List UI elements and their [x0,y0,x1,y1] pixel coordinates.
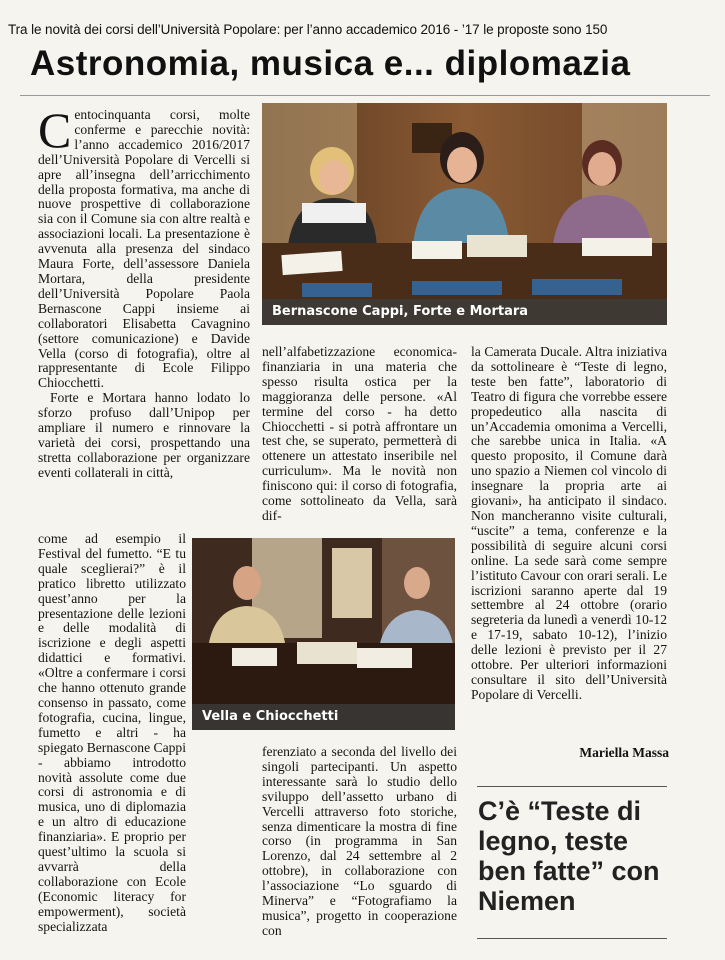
photo-top-caption: Bernascone Cappi, Forte e Mortara [262,299,667,325]
photo-top-image [262,103,667,325]
article-paragraph: nell’alfabetizzazione economica-finanziaria in una materia che spesso risulta ostica per la maggioranza delle persone. «Al termine del corso - ha detto Chiocchetti - si potrà affrontare un test che, se superato, permetterà di ottenere un attestato inseribile nel curriculum». Ma le novità non finiscono qui: il corso di fotografia, come sottolineato da Vella, sarà dif- [262,345,457,523]
photo-top [262,103,667,325]
pull-quote-rule-top [477,786,667,787]
photo-bottom [192,538,455,730]
article-paragraph: ferenziato a seconda del livello dei singoli partecipanti. Un aspetto interessante sarà lo studio dello sviluppo dell’assetto urbano di Vercelli attraverso foto storiche, senza dimenticare la mostra di fine corso (in programma in San Lorenzo, dal 24 settembre al 2 ottobre), in collaborazione con l’associazione “Lo sguardo di Minerva” e “Fotografiamo la musica”, progetto in cooperazione con [262,745,457,938]
article-paragraph: la Camerata Ducale. Altra iniziativa da sottolineare è “Teste di legno, teste ben fatte”, laboratorio di Teatro di figura che vorrebbe essere propedeutico alla nascita di un’Accademia omonima a Vercelli, che sarebbe unica in Italia. «A questo proposito, il Comune darà uno spazio a Niemen col vincolo di insegnare la propria arte ai giovani», ha anticipato il sindaco. Non mancheranno visite culturali, “uscite” a tema, conferenze e la possibilità di seguire alcuni corsi online. La sede sarà come sempre l’istituto Cavour con orari serali. Le iscrizioni saranno aperte dal 19 settembre al 24 ottobre (orario segreteria da lunedì a venerdì 10-12 e 17-19, sabato 10-12), l’inizio delle lezioni è previsto per il 27 ottobre. Per ulteriori informazioni consultare il sito dell’Università Popolare di Vercelli. [471,345,667,702]
article-paragraph: Forte e Mortara hanno lodato lo sforzo profuso dall’Unipop per ampliare il numero e rinnovare la varietà dei corsi, prospettando una stretta collaborazione per organizzare eventi collaterali in città, [38,390,250,480]
drop-cap: C [38,108,72,158]
headline: Astronomia, musica e... diplomazia [30,44,631,83]
photo-bottom-caption: Vella e Chiocchetti [192,704,455,730]
pull-quote-rule-bottom [477,938,667,939]
article-column-1 [38,108,250,528]
lead-text: entocinquanta corsi, molte conferme e parecchie novità: l’anno accademico 2016/2017 dell’Università Popolare di Vercelli si apre all’insegna dell’arricchimento della proposta formativa, ma anche di nuove prospettive di collaborazione sia con il Comune sia con altre realtà e associazioni locali. La presentazione è avvenuta alla presenza del sindaco Maura Forte, dell’assessore Daniela Mortara, della presidente dell’Università Popolare Paola Bernascone Cappi insieme ai collaboratori Elisabetta Cavagnino (settore comunicazione) e Davide Vella (corso di fotografia), oltre al rappresentante di Ecole Filippo Chiocchetti. [38,108,250,391]
article-paragraph: come ad esempio il Festival del fumetto. “E tu quale sceglierai?” è il pratico libretto utilizzato quest’anno per la presentazione delle lezioni e delle modalità di iscrizione e degli aspetti didattici e formativi. «Oltre a confermare i corsi che hanno ottenuto grande consenso in passato, come fotografia, cucina, lingue, fumetto e altri - ha spiegato Bernascone Cappi - abbiamo introdotto novità assolute come due corsi di astronomia e di musica, uno di diplomazia e un altro di educazione finanziaria». E proprio per quest’ultimo la scuola si avvarrà della collaborazione con Ecole (Economic literacy for empowerment), società specializzata [38,532,186,934]
article-column-2 [262,345,457,535]
article-column-1-continued [38,532,186,952]
article-paragraph [38,108,250,391]
kicker: Tra le novità dei corsi dell’Università Popolare: per l’anno accademico 2016 - ’17 le proposte sono 150 [8,22,608,37]
article-column-3 [471,345,667,755]
header-rule [20,95,710,96]
photo-bottom-image [192,538,455,730]
article-column-2-continued [262,745,457,950]
author-byline: Mariella Massa [579,745,669,760]
pull-quote: C’è “Teste di legno, teste ben fatte” con Niemen [478,796,660,916]
